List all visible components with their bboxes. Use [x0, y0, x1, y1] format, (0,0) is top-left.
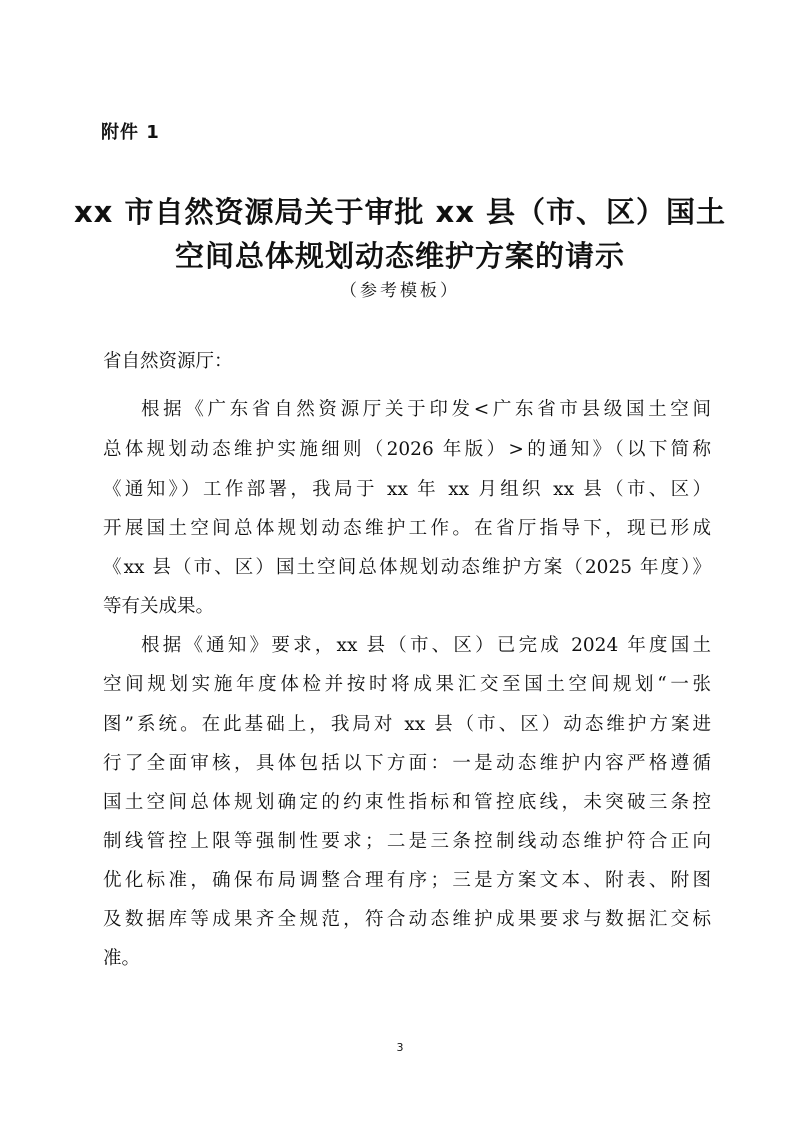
paragraph2-line: 准。 — [103, 948, 141, 969]
paragraph1-line: 等有关成果。 — [103, 596, 215, 617]
title-line-1: xx 市自然资源局关于审批 xx 县（市、区）国土 — [73, 195, 727, 229]
paragraph2-line: 制线管控上限等强制性要求；二是三条控制线动态维护符合正向 — [103, 831, 711, 852]
subtitle: （参考模板） — [340, 281, 460, 301]
attachment-label: 附件 1 — [101, 122, 160, 143]
paragraph2-line: 图”系统。在此基础上，我局对 xx 县（市、区）动态维护方案进 — [103, 714, 711, 735]
paragraph1-line: 开展国土空间总体规划动态维护工作。在省厅指导下，现已形成 — [103, 518, 711, 539]
paragraph1-line: 根据《广东省自然资源厅关于印发<广东省市县级国土空间 — [141, 399, 711, 420]
paragraph2-line: 根据《通知》要求，xx 县（市、区）已完成 2024 年度国土 — [141, 635, 711, 656]
salutation: 省自然资源厅： — [103, 351, 233, 372]
paragraph1-line: 《通知》）工作部署，我局于 xx 年 xx 月组织 xx 县（市、区） — [103, 479, 711, 500]
paragraph1-line: 《xx 县（市、区）国土空间总体规划动态维护方案（2025 年度）》 — [103, 557, 711, 578]
title-line-2: 空间总体规划动态维护方案的请示 — [174, 239, 625, 273]
paragraph2-line: 优化标准，确保布局调整合理有序；三是方案文本、附表、附图 — [103, 870, 711, 891]
paragraph2-line: 及数据库等成果齐全规范，符合动态维护成果要求与数据汇交标 — [103, 909, 711, 930]
paragraph1-line: 总体规划动态维护实施细则（2026 年版）>的通知》（以下简称 — [103, 439, 711, 460]
paragraph2-line: 空间规划实施年度体检并按时将成果汇交至国土空间规划“一张 — [103, 674, 711, 695]
paragraph2-line: 国土空间总体规划确定的约束性指标和管控底线，未突破三条控 — [103, 792, 711, 813]
page-number: 3 — [396, 1041, 404, 1054]
paragraph2-line: 行了全面审核，具体包括以下方面：一是动态维护内容严格遵循 — [103, 753, 711, 774]
